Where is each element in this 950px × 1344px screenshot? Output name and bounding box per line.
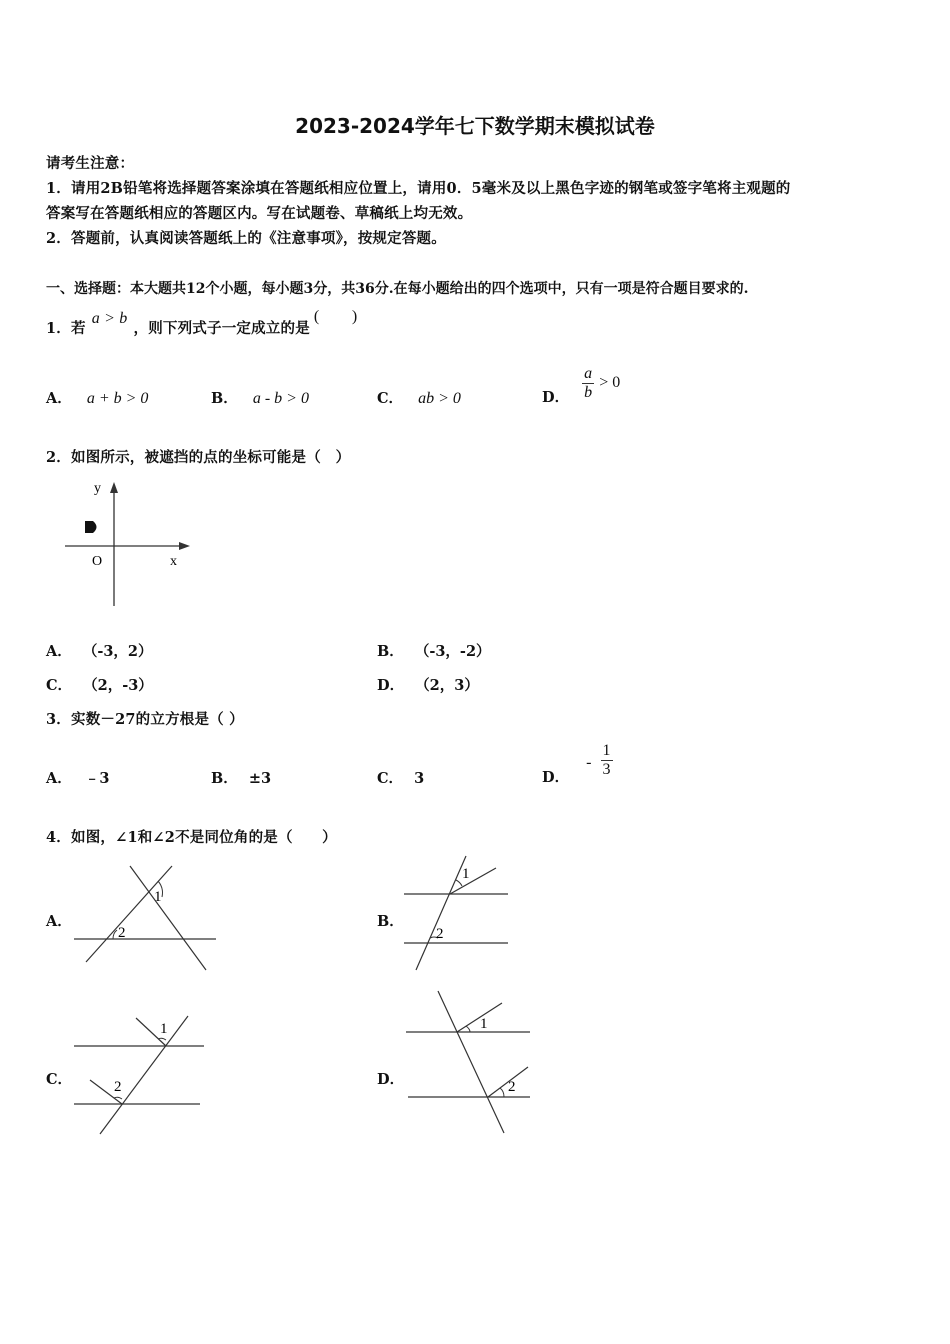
angle-label-2: 2 xyxy=(436,926,444,942)
option-value: 3 xyxy=(414,770,425,787)
angle-label-2: 2 xyxy=(118,925,126,941)
q2-option-b[interactable] xyxy=(377,640,491,661)
q4-figure-b xyxy=(398,850,514,975)
q3-stem: 3．实数－27的立方根是（ ） xyxy=(46,711,244,728)
q1-condition: a > b xyxy=(91,310,128,327)
option-letter: C． xyxy=(46,677,73,694)
q4-figure-a xyxy=(68,858,223,976)
option-value: （-3，-2） xyxy=(414,643,491,660)
option-expression: > 0 xyxy=(599,373,621,391)
transversal-line xyxy=(416,856,466,970)
option-sign: - xyxy=(586,753,592,771)
option-value: （-3，2） xyxy=(82,643,153,660)
q1-prefix: 1．若 xyxy=(46,320,86,337)
angle-label-1: 1 xyxy=(480,1016,488,1032)
x-axis-arrow-icon xyxy=(179,542,190,550)
q1-suffix: ，则下列式子一定成立的是 xyxy=(133,320,310,337)
q2-stem: 2．如图所示，被遮挡的点的坐标可能是（ ） xyxy=(46,449,351,466)
ink-blot-icon xyxy=(85,521,97,533)
q3-option-d[interactable] xyxy=(542,742,613,786)
option-letter: B． xyxy=(211,390,238,407)
q2-option-c[interactable] xyxy=(46,674,153,695)
q2-option-d[interactable] xyxy=(377,674,479,695)
q4-figure-d xyxy=(400,985,535,1135)
option-fraction xyxy=(601,742,613,779)
notice-line-2: 2．答题前，认真阅读答题纸上的《注意事项》，按规定答题。 xyxy=(46,230,446,247)
option-expression: a + b > 0 xyxy=(86,390,149,407)
option-letter: A． xyxy=(46,770,72,787)
option-value: （2，3） xyxy=(415,677,479,694)
transversal-line xyxy=(86,866,172,962)
y-axis-label: y xyxy=(94,481,101,496)
option-value: ﹣3 xyxy=(84,770,110,787)
q1-paren: ( ) xyxy=(313,308,358,325)
option-letter: A． xyxy=(46,913,72,930)
angle-label-1: 1 xyxy=(160,1021,168,1037)
fraction-denominator: b xyxy=(584,384,593,401)
transversal-line xyxy=(130,866,206,970)
page-title: 2023-2024学年七下数学期末模拟试卷 xyxy=(295,114,655,138)
option-letter: D． xyxy=(377,677,405,694)
q2-option-a[interactable] xyxy=(46,640,153,661)
q4-option-c[interactable] xyxy=(46,1068,72,1089)
q3-option-b[interactable] xyxy=(211,767,271,788)
option-letter: D． xyxy=(542,768,570,786)
option-expression: ab > 0 xyxy=(418,390,461,407)
option-expression: a - b > 0 xyxy=(252,390,309,407)
q1-option-b[interactable] xyxy=(211,387,309,408)
notice-line-1b: 答案写在答题纸相应的答题区内。写在试题卷、草稿纸上均无效。 xyxy=(46,205,473,222)
option-letter: C． xyxy=(377,770,404,787)
y-axis-arrow-icon xyxy=(110,482,118,493)
fraction-denominator: 3 xyxy=(602,761,611,778)
q1-stem xyxy=(46,308,358,338)
angle-arc xyxy=(500,1088,504,1097)
option-letter: C． xyxy=(377,390,404,407)
q1-option-c[interactable] xyxy=(377,387,461,408)
fraction-numerator: 1 xyxy=(602,742,611,759)
option-letter: D． xyxy=(542,388,570,406)
origin-label: O xyxy=(92,554,103,569)
transversal-line xyxy=(100,1016,188,1134)
option-fraction xyxy=(582,365,594,402)
option-letter: B． xyxy=(377,913,404,930)
q3-option-c[interactable] xyxy=(377,767,424,788)
angle-label-1: 1 xyxy=(462,866,470,882)
angle-label-1: 1 xyxy=(154,889,162,905)
option-letter: B． xyxy=(211,770,238,787)
option-letter: A． xyxy=(46,643,72,660)
q2-coordinate-figure xyxy=(60,476,200,611)
option-value: （2，-3） xyxy=(83,677,153,694)
option-value: ±3 xyxy=(248,770,272,787)
transversal-line xyxy=(438,991,504,1133)
notice-line-1a: 1．请用2B铅笔将选择题答案涂填在答题纸相应位置上，请用0．5毫米及以上黑色字迹的钢笔或签字笔将主观题的 xyxy=(46,180,791,197)
option-letter: C． xyxy=(46,1071,73,1088)
q4-stem: 4．如图，∠1和∠2不是同位角的是（ ） xyxy=(46,829,337,846)
option-letter: A． xyxy=(46,390,72,407)
option-letter: B． xyxy=(377,643,404,660)
q1-option-d[interactable] xyxy=(542,365,621,406)
notice-heading: 请考生注意： xyxy=(46,155,135,172)
angle-arc xyxy=(466,1026,470,1032)
q4-figure-c xyxy=(70,1010,208,1140)
section-heading: 一、选择题：本大题共12个小题，每小题3分，共36分.在每小题给出的四个选项中，只有一项是符合题目要求的. xyxy=(46,281,749,297)
angle-label-2: 2 xyxy=(114,1079,122,1095)
q1-option-a[interactable] xyxy=(46,387,148,408)
fraction-numerator: a xyxy=(584,365,593,382)
x-axis-label: x xyxy=(170,554,177,569)
option-letter: D． xyxy=(377,1071,405,1088)
angle-label-2: 2 xyxy=(508,1079,516,1095)
q3-option-a[interactable] xyxy=(46,767,109,788)
